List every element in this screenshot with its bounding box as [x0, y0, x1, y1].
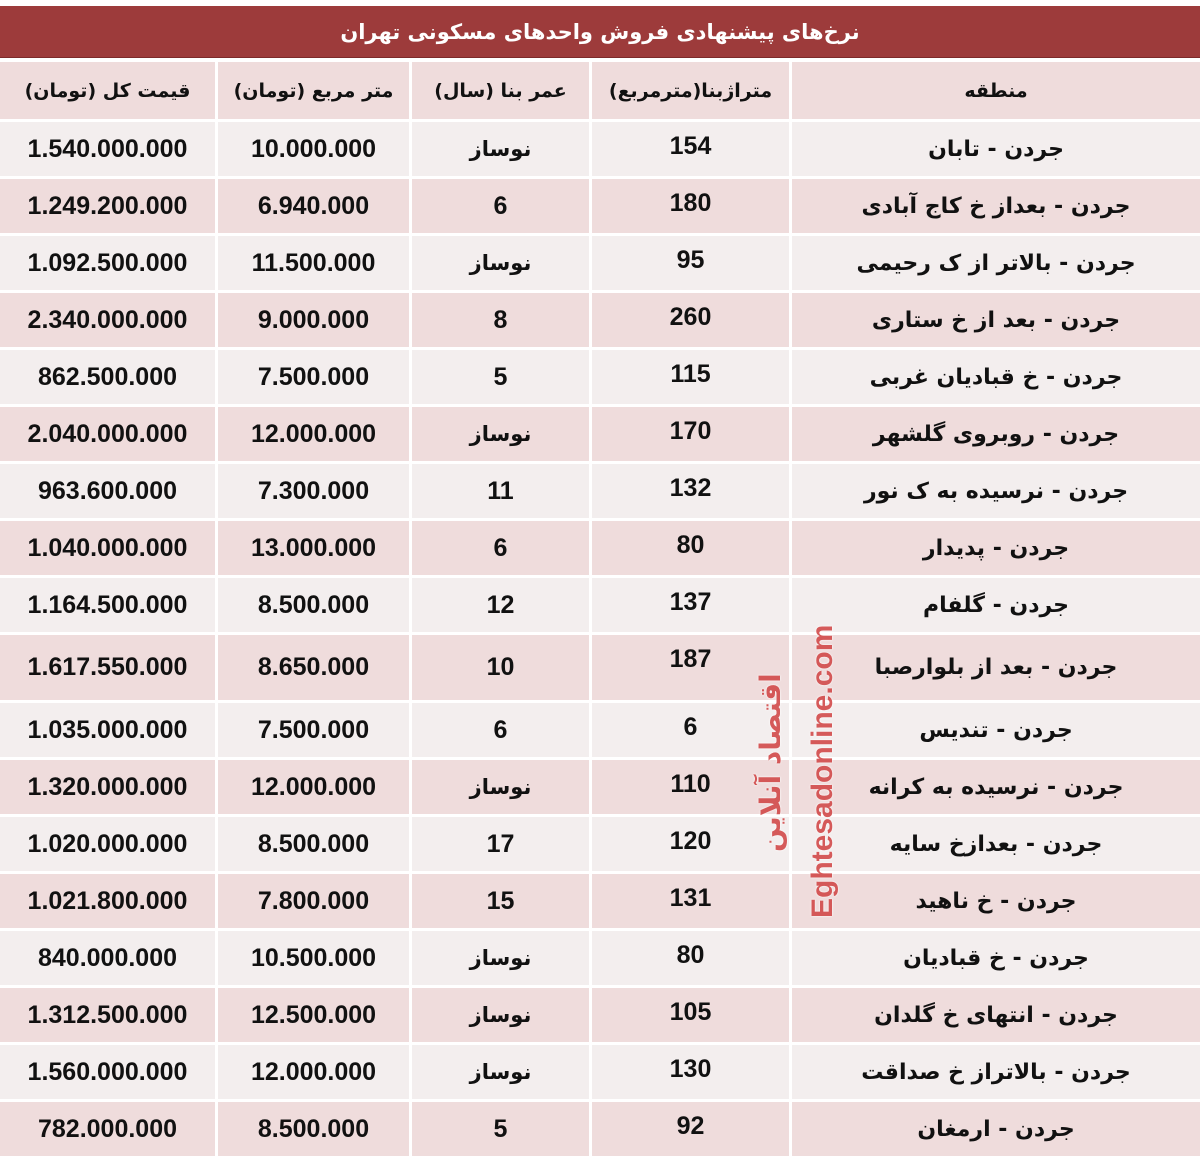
header-price-per-sqm: متر مربع (تومان) — [218, 62, 412, 122]
region-cell: جردن - بعدازخ سایه — [792, 817, 1200, 874]
price-per-sqm-cell: 8.500.000 — [218, 817, 412, 874]
area-cell: 80 — [592, 931, 792, 988]
area-cell: 105 — [592, 988, 792, 1045]
region-cell: جردن - خ ناهید — [792, 874, 1200, 931]
region-cell: جردن - پدیدار — [792, 521, 1200, 578]
price-per-sqm-cell: 7.800.000 — [218, 874, 412, 931]
area-cell: 120 — [592, 817, 792, 874]
price-per-sqm-cell: 12.000.000 — [218, 407, 412, 464]
area-cell: 170 — [592, 407, 792, 464]
region-cell: جردن - بعداز خ کاج آبادی — [792, 179, 1200, 236]
region-cell: جردن - تندیس — [792, 703, 1200, 760]
building-age-cell: نوساز — [412, 407, 592, 464]
building-age-cell: 12 — [412, 578, 592, 635]
header-region: منطقه — [792, 62, 1200, 122]
building-age-cell: 5 — [412, 350, 592, 407]
table-title: نرخ‌های پیشنهادی فروش واحدهای مسکونی تهران — [0, 6, 1200, 58]
area-cell: 80 — [592, 521, 792, 578]
area-cell: 95 — [592, 236, 792, 293]
price-per-sqm-cell: 8.500.000 — [218, 1102, 412, 1159]
region-cell: جردن - بالاتراز خ صداقت — [792, 1045, 1200, 1102]
price-per-sqm-cell: 12.500.000 — [218, 988, 412, 1045]
building-age-cell: 8 — [412, 293, 592, 350]
total-price-cell: 1.540.000.000 — [0, 122, 218, 179]
price-per-sqm-cell: 11.500.000 — [218, 236, 412, 293]
header-total-price: قیمت کل (تومان) — [0, 62, 218, 122]
total-price-cell: 1.249.200.000 — [0, 179, 218, 236]
region-cell: جردن - خ قبادیان — [792, 931, 1200, 988]
watermark-persian: اقتصاد آنلاین — [754, 673, 787, 852]
total-price-cell: 2.040.000.000 — [0, 407, 218, 464]
area-cell: 115 — [592, 350, 792, 407]
price-per-sqm-cell: 7.500.000 — [218, 350, 412, 407]
region-cell: جردن - خ قبادیان غربی — [792, 350, 1200, 407]
region-cell: جردن - تابان — [792, 122, 1200, 179]
price-per-sqm-cell: 9.000.000 — [218, 293, 412, 350]
region-cell: جردن - ارمغان — [792, 1102, 1200, 1159]
area-cell: 187 — [592, 635, 792, 703]
price-per-sqm-cell: 10.500.000 — [218, 931, 412, 988]
price-per-sqm-cell: 6.940.000 — [218, 179, 412, 236]
area-cell: 131 — [592, 874, 792, 931]
area-cell: 92 — [592, 1102, 792, 1159]
building-age-cell: نوساز — [412, 122, 592, 179]
total-price-cell: 1.035.000.000 — [0, 703, 218, 760]
building-age-cell: نوساز — [412, 988, 592, 1045]
price-per-sqm-cell: 10.000.000 — [218, 122, 412, 179]
price-per-sqm-cell: 8.650.000 — [218, 635, 412, 703]
header-area: متراژبنا(مترمربع) — [592, 62, 792, 122]
region-cell: جردن - بعد از خ ستاری — [792, 293, 1200, 350]
building-age-cell: نوساز — [412, 236, 592, 293]
total-price-cell: 1.020.000.000 — [0, 817, 218, 874]
area-cell: 180 — [592, 179, 792, 236]
area-cell: 132 — [592, 464, 792, 521]
total-price-cell: 1.320.000.000 — [0, 760, 218, 817]
building-age-cell: نوساز — [412, 760, 592, 817]
total-price-cell: 1.092.500.000 — [0, 236, 218, 293]
total-price-cell: 1.021.800.000 — [0, 874, 218, 931]
region-cell: جردن - بالاتر از ک رحیمی — [792, 236, 1200, 293]
header-building-age: عمر بنا (سال) — [412, 62, 592, 122]
building-age-cell: 15 — [412, 874, 592, 931]
region-cell: جردن - نرسیده به ک نور — [792, 464, 1200, 521]
region-cell: جردن - بعد از بلوارصبا — [792, 635, 1200, 703]
building-age-cell: 6 — [412, 521, 592, 578]
building-age-cell: 11 — [412, 464, 592, 521]
building-age-cell: 10 — [412, 635, 592, 703]
area-cell: 6 — [592, 703, 792, 760]
building-age-cell: 17 — [412, 817, 592, 874]
total-price-cell: 862.500.000 — [0, 350, 218, 407]
area-cell: 260 — [592, 293, 792, 350]
area-cell: 130 — [592, 1045, 792, 1102]
region-cell: جردن - انتهای خ گلدان — [792, 988, 1200, 1045]
region-cell: جردن - گلفام — [792, 578, 1200, 635]
area-cell: 137 — [592, 578, 792, 635]
total-price-cell: 1.560.000.000 — [0, 1045, 218, 1102]
total-price-cell: 1.312.500.000 — [0, 988, 218, 1045]
building-age-cell: 6 — [412, 703, 592, 760]
total-price-cell: 1.164.500.000 — [0, 578, 218, 635]
total-price-cell: 2.340.000.000 — [0, 293, 218, 350]
region-cell: جردن - روبروی گلشهر — [792, 407, 1200, 464]
price-per-sqm-cell: 7.500.000 — [218, 703, 412, 760]
area-cell: 154 — [592, 122, 792, 179]
total-price-cell: 1.617.550.000 — [0, 635, 218, 703]
area-cell: 110 — [592, 760, 792, 817]
region-cell: جردن - نرسیده به کرانه — [792, 760, 1200, 817]
total-price-cell: 782.000.000 — [0, 1102, 218, 1159]
housing-price-table — [0, 62, 1200, 1159]
price-per-sqm-cell: 12.000.000 — [218, 1045, 412, 1102]
watermark-english: Eghtesadonline.com — [806, 624, 839, 918]
price-per-sqm-cell: 8.500.000 — [218, 578, 412, 635]
building-age-cell: 6 — [412, 179, 592, 236]
building-age-cell: نوساز — [412, 931, 592, 988]
building-age-cell: نوساز — [412, 1045, 592, 1102]
price-per-sqm-cell: 7.300.000 — [218, 464, 412, 521]
total-price-cell: 963.600.000 — [0, 464, 218, 521]
price-per-sqm-cell: 12.000.000 — [218, 760, 412, 817]
price-per-sqm-cell: 13.000.000 — [218, 521, 412, 578]
total-price-cell: 840.000.000 — [0, 931, 218, 988]
total-price-cell: 1.040.000.000 — [0, 521, 218, 578]
building-age-cell: 5 — [412, 1102, 592, 1159]
